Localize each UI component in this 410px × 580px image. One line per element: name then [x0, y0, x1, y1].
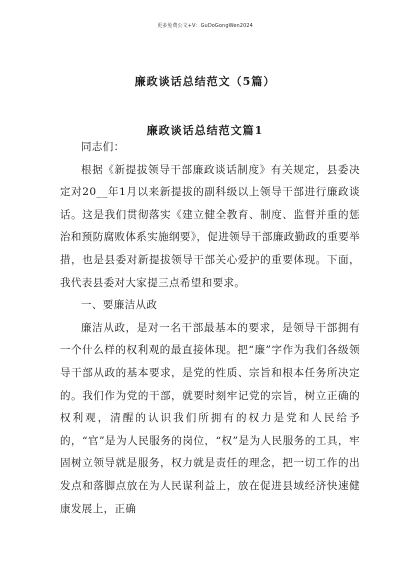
heading-1: 一、要廉洁从政: [81, 299, 158, 312]
paragraph-1: 根据《新提拔领导干部廉政谈话制度》有关规定，县委决定对20__年1月以来新提拔的副科级以上领导干部进行廉政谈话。这是我们贯彻落实《建立健全教育、制度、监督并重的惩治和预防腐败体系实施纲要》，促进领导干部廉政勤政的重要举措，也是县委对新提拔领导干部关心爱护的重要体现。下面，我代表县委对大家提三点希望和要求。: [60, 163, 360, 289]
paragraph-2: 廉洁从政，是对一名干部最基本的要求，是领导干部拥有一个什么样的权利观的最直接体现。把“廉”字作为我们各级领导干部从政的基本要求，是党的性质、宗旨和根本任务所决定的。我们作为党的干部，就要时刻牢记党的宗旨，树立正确的权利观，清醒的认识我们所拥有的权力是党和人民给予的，“官”是为人民服务的岗位，“权”是为人民服务的工具，牢固树立领导就是服务，权力就是责任的理念，把一切工作的出发点和落脚点放在为人民谋利益上，放在促进县域经济快速健康发展上，正确: [60, 321, 360, 515]
salutation: 同志们：: [81, 141, 125, 153]
document-body: [60, 136, 360, 520]
section-title: 廉政谈话总结范文篇1: [146, 124, 264, 137]
document-title: 廉政谈话总结范文（5篇）: [134, 75, 276, 88]
header-note: 更多免费公文+V：GuDoGongWen2024: [157, 23, 253, 29]
